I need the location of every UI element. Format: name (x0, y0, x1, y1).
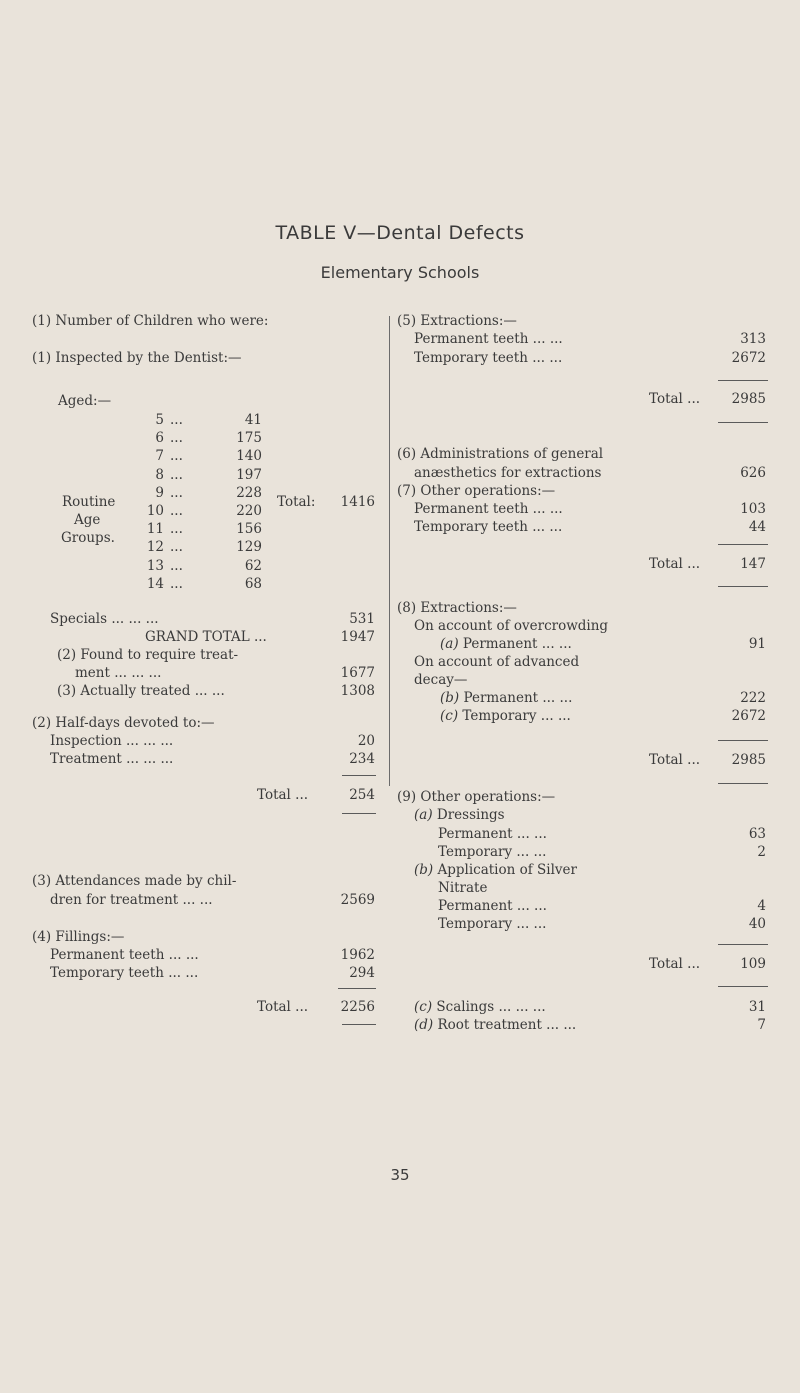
age-dots: ... (170, 575, 183, 592)
s9-b-letter: (b) (414, 862, 434, 878)
s9-d-value: 7 (757, 1017, 766, 1033)
s9-d-row (414, 1017, 576, 1033)
s9-b-temporary-label: Temporary ... ... (438, 916, 547, 932)
age-value: 9 (155, 484, 164, 501)
s9-total-value: 109 (740, 956, 766, 972)
s9-d-letter: (d) (414, 1017, 434, 1033)
s7-total-value: 147 (740, 556, 766, 572)
s8-a-row (440, 636, 572, 652)
age-dots: ... (170, 484, 183, 501)
s8-advanced-line1: On account of advanced (414, 654, 580, 670)
age-count: 156 (236, 521, 262, 538)
s8-total-value: 2985 (731, 752, 766, 768)
page-title: TABLE V—Dental Defects (275, 222, 525, 244)
s7-temporary-value: 44 (748, 519, 766, 535)
rule (718, 422, 768, 423)
half-days-heading: (2) Half-days devoted to:— (32, 715, 215, 731)
s5-total-value: 2985 (731, 391, 766, 407)
s9-c-label: Scalings ... ... ... (436, 999, 546, 1015)
s8-advanced-line2: decay— (414, 672, 468, 688)
treatment-value: 234 (349, 751, 375, 767)
fillings-heading: (4) Fillings:— (32, 929, 125, 945)
s6-line2: anæsthetics for extractions (414, 465, 602, 481)
s5-heading: (5) Extractions:— (397, 313, 517, 329)
fillings-temporary-value: 294 (349, 965, 375, 981)
rule (718, 586, 768, 587)
age-count: 62 (244, 557, 262, 574)
age-dots: ... (170, 430, 183, 447)
s9-a-row (414, 807, 505, 823)
require-treatment-line2: ment ... ... ... (75, 665, 162, 681)
rule (342, 813, 376, 814)
treatment-label: Treatment ... ... ... (50, 751, 174, 767)
age-total-label: Total: (277, 494, 316, 510)
specials-value: 531 (349, 611, 375, 627)
column-divider (389, 316, 390, 786)
inspection-value: 20 (357, 733, 375, 749)
fillings-permanent-label: Permanent teeth ... ... (50, 947, 199, 963)
s9-a-permanent-label: Permanent ... ... (438, 826, 547, 842)
age-dots: ... (170, 466, 183, 483)
s5-permanent-value: 313 (740, 331, 766, 347)
s7-permanent-label: Permanent teeth ... ... (414, 501, 563, 517)
age-value: 6 (155, 430, 164, 447)
age-value: 5 (155, 412, 164, 428)
rule (718, 740, 768, 741)
s9-b-temporary-value: 40 (748, 916, 766, 932)
s8-heading: (8) Extractions:— (397, 600, 517, 616)
age-value: 12 (146, 539, 164, 556)
s1-sub: (1) Inspected by the Dentist:— (32, 350, 242, 366)
age-count: 175 (236, 430, 262, 447)
age-count: 41 (244, 412, 262, 428)
s9-total-label: Total ... (649, 956, 701, 972)
age-count: 129 (236, 539, 262, 556)
s9-b-permanent-value: 4 (757, 898, 766, 914)
s9-c-value: 31 (748, 999, 766, 1015)
inspection-label: Inspection ... ... ... (50, 733, 174, 749)
s8-b-value: 222 (740, 690, 766, 706)
routine-label: Routine (62, 494, 116, 510)
age-dots: ... (170, 539, 183, 556)
s9-b-label: Application of Silver (437, 862, 577, 878)
require-treatment-value: 1677 (340, 665, 375, 681)
fillings-temporary-label: Temporary teeth ... ... (50, 965, 199, 981)
s9-b-permanent-label: Permanent ... ... (438, 898, 547, 914)
s6-line1: (6) Administrations of general (397, 446, 604, 462)
age-value: 8 (155, 466, 164, 483)
s9-c-row (414, 999, 546, 1015)
s7-temporary-label: Temporary teeth ... ... (414, 519, 563, 535)
age-count: 197 (236, 466, 262, 483)
s9-a-temporary-value: 2 (757, 844, 766, 860)
s8-a-value: 91 (748, 636, 766, 652)
s8-b-row (440, 690, 572, 706)
s7-permanent-value: 103 (740, 501, 766, 517)
actually-treated-label: (3) Actually treated ... ... (57, 683, 225, 699)
age-value: 10 (146, 503, 164, 519)
half-days-total-label: Total ... (257, 787, 309, 803)
attendances-value: 2569 (340, 892, 375, 908)
age-value: 13 (146, 557, 164, 574)
fillings-total-value: 2256 (340, 999, 375, 1015)
s7-total-label: Total ... (649, 556, 701, 572)
half-days-total-value: 254 (349, 787, 375, 803)
rule (718, 380, 768, 381)
s9-b-label2: Nitrate (438, 880, 488, 896)
s5-temporary-label: Temporary teeth ... ... (414, 350, 563, 366)
s9-d-label: Root treatment ... ... (437, 1017, 577, 1033)
s5-permanent-label: Permanent teeth ... ... (414, 331, 563, 347)
attendances-line2: dren for treatment ... ... (50, 892, 213, 908)
s8-total-label: Total ... (649, 752, 701, 768)
specials-label: Specials ... ... ... (50, 611, 159, 627)
age-dots: ... (170, 448, 183, 465)
rule (342, 1024, 376, 1025)
groups-label: Groups. (61, 530, 115, 546)
s8-c-value: 2672 (731, 708, 766, 724)
s9-a-letter: (a) (414, 807, 433, 823)
s6-value: 626 (740, 465, 766, 481)
s5-temporary-value: 2672 (731, 350, 766, 366)
s9-heading: (9) Other operations:— (397, 789, 556, 805)
s9-b-row (414, 862, 577, 878)
grand-total-value: 1947 (340, 629, 375, 645)
s1-heading: (1) Number of Children who were: (32, 313, 269, 329)
attendances-line1: (3) Attendances made by chil- (32, 873, 237, 889)
age-count: 140 (236, 448, 262, 465)
require-treatment-line1: (2) Found to require treat- (57, 647, 239, 663)
page-subtitle: Elementary Schools (320, 263, 480, 282)
age-value: 11 (146, 521, 164, 538)
rule (338, 988, 376, 989)
aged-label: Aged:— (58, 393, 112, 409)
rule (718, 544, 768, 545)
s8-a-label: Permanent ... ... (462, 636, 572, 652)
s8-c-row (440, 708, 571, 724)
rule (718, 944, 768, 945)
fillings-permanent-value: 1962 (340, 947, 375, 963)
s8-b-label: Permanent ... ... (463, 690, 573, 706)
s7-heading: (7) Other operations:— (397, 483, 556, 499)
age-count: 220 (236, 503, 262, 519)
age-total-value: 1416 (340, 494, 375, 510)
age-count: 228 (236, 484, 262, 501)
s8-c-label: Temporary ... ... (462, 708, 571, 724)
age-label: Age (74, 512, 101, 528)
age-value: 7 (155, 448, 164, 465)
s8-a-letter: (a) (440, 636, 459, 652)
age-dots: ... (170, 503, 183, 519)
actually-treated-value: 1308 (340, 683, 375, 699)
fillings-total-label: Total ... (257, 999, 309, 1015)
age-count: 68 (244, 575, 262, 592)
page-number: 35 (390, 1166, 410, 1184)
s5-total-label: Total ... (649, 391, 701, 407)
age-dots: ... (170, 521, 183, 538)
s8-b-letter: (b) (440, 690, 460, 706)
age-dots: ... (170, 412, 183, 428)
s8-c-letter: (c) (440, 708, 459, 724)
s9-c-letter: (c) (414, 999, 433, 1015)
rule (718, 783, 768, 784)
rule (718, 986, 768, 987)
s9-a-permanent-value: 63 (748, 826, 766, 842)
rule (342, 775, 376, 776)
s9-a-temporary-label: Temporary ... ... (438, 844, 547, 860)
age-value: 14 (146, 575, 164, 592)
s8-overcrowding: On account of overcrowding (414, 618, 609, 634)
s9-a-label: Dressings (436, 807, 505, 823)
age-dots: ... (170, 557, 183, 574)
grand-total-label: GRAND TOTAL ... (145, 629, 267, 645)
